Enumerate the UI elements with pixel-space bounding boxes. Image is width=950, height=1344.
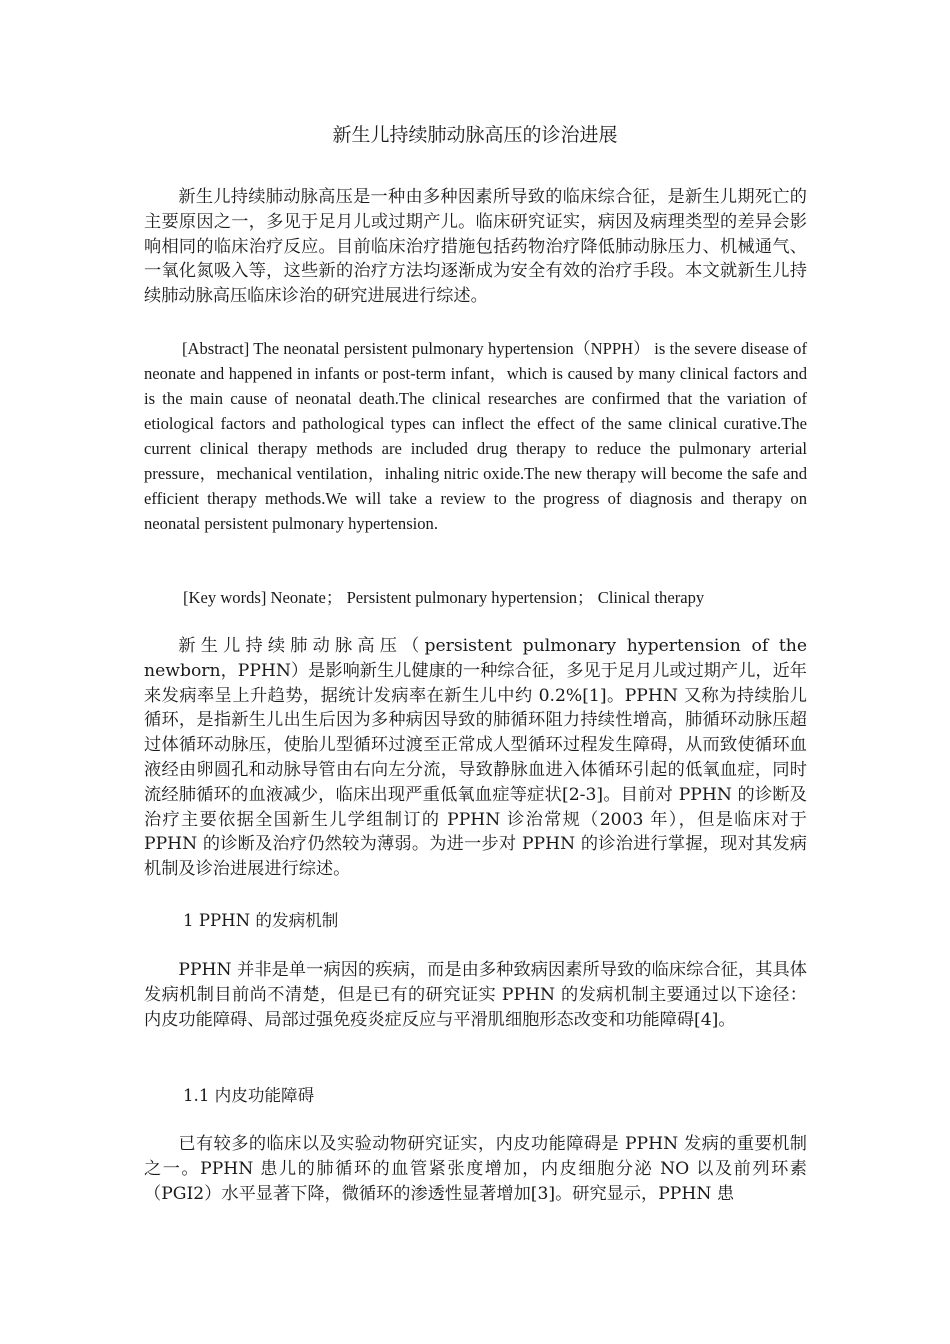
section-1-paragraph: PPHN 并非是单一病因的疾病，而是由多种致病因素所导致的临床综合征，其具体发病机制目前尚不清楚，但是已有的研究证实 PPHN 的发病机制主要通过以下途径：内皮功能障碍、局部过强免疫炎症反应与平滑肌细胞形态改变和功能障碍[4]。 <box>144 960 807 1030</box>
chinese-summary-paragraph: 新生儿持续肺动脉高压是一种由多种因素所导致的临床综合征，是新生儿期死亡的主要原因之一，多见于足月儿或过期产儿。临床研究证实，病因及病理类型的差异会影响相同的临床治疗反应。目前临床治疗措施包括药物治疗降低肺动脉压力、机械通气、一氧化氮吸入等，这些新的治疗方法均逐渐成为安全有效的治疗手段。本文就新生儿持续肺动脉高压临床诊治的研究进展进行综述。 <box>144 187 807 307</box>
english-abstract-paragraph: [Abstract] The neonatal persistent pulmonary hypertension（NPPH） is the severe disease of neonate and happened in infants or post-term infant，which is caused by many clinical factors and is the main cause of neonatal death.The clinical researches are confirmed that the variation of etiological factors and pathological types can inflect the effect of the same clinical curative.The current clinical therapy methods are included drug therapy to reduce the pulmonary arterial pressure，mechanical ventilation，inhaling nitric oxide.The new therapy will become the safe and efficient therapy methods.We will take a review to the progress of diagnosis and therapy on neonatal persistent pulmonary hypertension. <box>144 339 807 533</box>
introduction-paragraph: 新生儿持续肺动脉高压（persistent pulmonary hypertension of the newborn，PPHN）是影响新生儿健康的一种综合征，多见于足月儿或过期产儿，近年来发病率呈上升趋势，据统计发病率在新生儿中约 0.2%[1]。PPHN 又称为持续胎儿循环，是指新生儿出生后因为多种病因导致的肺循环阻力持续性增高，肺循环动脉压超过体循环动脉压，使胎儿型循环过渡至正常成人型循环过程发生障碍，从而致使循环血液经由卵圆孔和动脉导管由右向左分流，导致静脉血进入体循环引起的低氧血症，同时流经肺循环的血液减少，临床出现严重低氧血症等症状[2-3]。目前对 PPHN 的诊断及治疗主要依据全国新生儿学组制订的 PPHN 诊治常规（2003 年），但是临床对于PPHN 的诊断及治疗仍然较为薄弱。为进一步对 PPHN 的诊治进行掌握，现对其发病机制及诊治进展进行综述。 <box>144 636 807 880</box>
section-1-1-paragraph: 已有较多的临床以及实验动物研究证实，内皮功能障碍是 PPHN 发病的重要机制之一。PPHN 患儿的肺循环的血管紧张度增加，内皮细胞分泌 NO 以及前列环素（PGI2）水平显著下降，微循环的渗透性显著增加[3]。研究显示，PPHN 患 <box>144 1134 807 1204</box>
section-1-1-heading: 1.1 内皮功能障碍 <box>183 1086 315 1105</box>
english-keywords: [Key words] Neonate； Persistent pulmonary hypertension； Clinical therapy <box>183 588 705 607</box>
document-title: 新生儿持续肺动脉高压的诊治进展 <box>332 124 618 146</box>
section-1-heading: 1 PPHN 的发病机制 <box>183 911 339 930</box>
